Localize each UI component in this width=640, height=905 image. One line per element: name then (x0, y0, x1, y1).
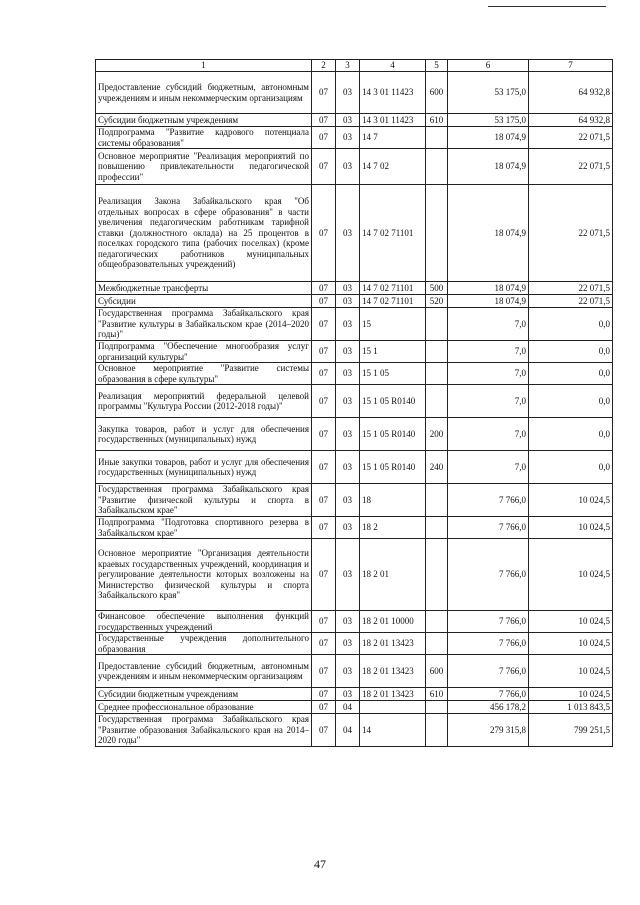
table-row (96, 295, 613, 308)
expense-type-cell (426, 127, 448, 149)
amount-year1-cell: 7,0 (448, 418, 529, 451)
target-article-cell: 14 7 02 (360, 149, 426, 185)
expense-type-cell: 520 (426, 295, 448, 308)
expense-type-cell: 240 (426, 451, 448, 484)
table-row (96, 539, 613, 611)
expense-type-cell (426, 517, 448, 539)
amount-year1-cell: 53 175,0 (448, 72, 529, 114)
row-name-cell: Государственная программа Забайкальского края "Развитие физической культуры и спорта в Забайкальском крае" (96, 484, 312, 517)
expense-type-cell: 600 (426, 72, 448, 114)
amount-year2-cell: 64 932,8 (529, 114, 613, 127)
row-name-cell: Иные закупки товаров, работ и услуг для обеспечения государственных (муниципальных) нужд (96, 451, 312, 484)
amount-year1-cell: 18 074,9 (448, 127, 529, 149)
amount-year1-cell: 53 175,0 (448, 114, 529, 127)
amount-year1-cell: 456 178,2 (448, 701, 529, 714)
table-row (96, 633, 613, 655)
target-article-cell: 14 3 01 11423 (360, 114, 426, 127)
budget-table-body (96, 60, 613, 747)
subsection-cell: 03 (336, 451, 360, 484)
expense-type-cell (426, 341, 448, 363)
target-article-cell: 18 2 01 (360, 539, 426, 611)
target-article-cell: 14 7 02 71101 (360, 295, 426, 308)
amount-year1-cell: 7 766,0 (448, 655, 529, 688)
amount-year2-cell: 10 024,5 (529, 539, 613, 611)
expense-type-cell (426, 385, 448, 418)
expense-type-cell: 500 (426, 282, 448, 295)
amount-year1-cell: 7 766,0 (448, 539, 529, 611)
header-cell: 1 (96, 60, 312, 72)
amount-year1-cell: 18 074,9 (448, 149, 529, 185)
table-row (96, 451, 613, 484)
row-name-cell: Среднее профессиональное образование (96, 701, 312, 714)
table-row (96, 149, 613, 185)
section-cell: 07 (312, 611, 336, 633)
section-cell: 07 (312, 114, 336, 127)
amount-year2-cell: 22 071,5 (529, 295, 613, 308)
expense-type-cell: 610 (426, 114, 448, 127)
subsection-cell: 04 (336, 714, 360, 747)
expense-type-cell (426, 363, 448, 385)
top-rule (488, 6, 606, 7)
table-row (96, 611, 613, 633)
amount-year2-cell: 22 071,5 (529, 282, 613, 295)
expense-type-cell (426, 611, 448, 633)
expense-type-cell (426, 308, 448, 341)
target-article-cell: 15 1 05 R0140 (360, 451, 426, 484)
subsection-cell: 03 (336, 611, 360, 633)
section-cell: 07 (312, 308, 336, 341)
amount-year2-cell: 1 013 843,5 (529, 701, 613, 714)
expense-type-cell (426, 633, 448, 655)
section-cell: 07 (312, 517, 336, 539)
amount-year1-cell: 7,0 (448, 308, 529, 341)
amount-year2-cell: 10 024,5 (529, 484, 613, 517)
subsection-cell: 03 (336, 185, 360, 282)
amount-year1-cell: 7 766,0 (448, 517, 529, 539)
row-name-cell: Реализация мероприятий федеральной целевой программы "Культура России (2012-2018 годы)" (96, 385, 312, 418)
target-article-cell: 18 2 (360, 517, 426, 539)
header-cell: 4 (360, 60, 426, 72)
subsection-cell: 03 (336, 149, 360, 185)
subsection-cell: 03 (336, 418, 360, 451)
row-name-cell: Субсидии (96, 295, 312, 308)
table-row (96, 714, 613, 747)
expense-type-cell (426, 185, 448, 282)
amount-year2-cell: 0,0 (529, 418, 613, 451)
section-cell: 07 (312, 72, 336, 114)
amount-year1-cell: 7 766,0 (448, 688, 529, 701)
section-cell: 07 (312, 655, 336, 688)
table-row (96, 655, 613, 688)
expense-type-cell: 600 (426, 655, 448, 688)
section-cell: 07 (312, 701, 336, 714)
table-row (96, 72, 613, 114)
amount-year1-cell: 7 766,0 (448, 484, 529, 517)
subsection-cell: 03 (336, 385, 360, 418)
table-row (96, 385, 613, 418)
row-name-cell: Государственная программа Забайкальского края "Развитие образования Забайкальского края на 2014–2020 годы" (96, 714, 312, 747)
amount-year2-cell: 22 071,5 (529, 127, 613, 149)
subsection-cell: 03 (336, 282, 360, 295)
table-row (96, 484, 613, 517)
section-cell: 07 (312, 484, 336, 517)
subsection-cell: 04 (336, 701, 360, 714)
table-row (96, 127, 613, 149)
subsection-cell: 03 (336, 308, 360, 341)
row-name-cell: Субсидии бюджетным учреждениям (96, 114, 312, 127)
row-name-cell: Государственная программа Забайкальского края "Развитие культуры в Забайкальском крае (2014–2020 годы)" (96, 308, 312, 341)
row-name-cell: Основное мероприятие "Развитие системы образования в сфере культуры" (96, 363, 312, 385)
target-article-cell: 18 2 01 13423 (360, 688, 426, 701)
target-article-cell: 14 7 02 71101 (360, 282, 426, 295)
amount-year2-cell: 10 024,5 (529, 633, 613, 655)
amount-year1-cell: 7,0 (448, 363, 529, 385)
amount-year2-cell: 10 024,5 (529, 611, 613, 633)
header-cell: 6 (448, 60, 529, 72)
budget-table (95, 59, 613, 747)
subsection-cell: 03 (336, 341, 360, 363)
amount-year2-cell: 10 024,5 (529, 517, 613, 539)
amount-year2-cell: 799 251,5 (529, 714, 613, 747)
section-cell: 07 (312, 418, 336, 451)
row-name-cell: Межбюджетные трансферты (96, 282, 312, 295)
amount-year1-cell: 279 315,8 (448, 714, 529, 747)
header-row (96, 60, 613, 72)
target-article-cell: 15 1 05 R0140 (360, 418, 426, 451)
row-name-cell: Подпрограмма "Подготовка спортивного резерва в Забайкальском крае" (96, 517, 312, 539)
amount-year1-cell: 7 766,0 (448, 633, 529, 655)
target-article-cell: 15 1 (360, 341, 426, 363)
target-article-cell (360, 701, 426, 714)
subsection-cell: 03 (336, 114, 360, 127)
subsection-cell: 03 (336, 295, 360, 308)
amount-year1-cell: 18 074,9 (448, 295, 529, 308)
amount-year2-cell: 0,0 (529, 308, 613, 341)
amount-year2-cell: 64 932,8 (529, 72, 613, 114)
amount-year2-cell: 10 024,5 (529, 655, 613, 688)
amount-year2-cell: 0,0 (529, 451, 613, 484)
amount-year2-cell: 0,0 (529, 363, 613, 385)
row-name-cell: Государственные учреждения дополнительного образования (96, 633, 312, 655)
section-cell: 07 (312, 714, 336, 747)
table-row (96, 701, 613, 714)
row-name-cell: Подпрограмма "Обеспечение многообразия услуг организаций культуры" (96, 341, 312, 363)
subsection-cell: 03 (336, 363, 360, 385)
row-name-cell: Предоставление субсидий бюджетным, автономным учреждениям и иным некоммерческим организациям (96, 72, 312, 114)
row-name-cell: Закупка товаров, работ и услуг для обеспечения государственных (муниципальных) нужд (96, 418, 312, 451)
table-row (96, 363, 613, 385)
amount-year2-cell: 0,0 (529, 385, 613, 418)
target-article-cell: 15 (360, 308, 426, 341)
target-article-cell: 18 2 01 13423 (360, 633, 426, 655)
subsection-cell: 03 (336, 127, 360, 149)
table-row (96, 341, 613, 363)
section-cell: 07 (312, 363, 336, 385)
section-cell: 07 (312, 149, 336, 185)
amount-year1-cell: 7,0 (448, 385, 529, 418)
table-row (96, 688, 613, 701)
expense-type-cell (426, 701, 448, 714)
amount-year2-cell: 22 071,5 (529, 185, 613, 282)
header-cell: 3 (336, 60, 360, 72)
expense-type-cell (426, 539, 448, 611)
row-name-cell: Основное мероприятие "Реализация мероприятий по повышению привлекательности педагогической профессии" (96, 149, 312, 185)
target-article-cell: 14 7 02 71101 (360, 185, 426, 282)
subsection-cell: 03 (336, 484, 360, 517)
row-name-cell: Субсидии бюджетным учреждениям (96, 688, 312, 701)
target-article-cell: 18 2 01 13423 (360, 655, 426, 688)
target-article-cell: 15 1 05 R0140 (360, 385, 426, 418)
amount-year2-cell: 10 024,5 (529, 688, 613, 701)
row-name-cell: Финансовое обеспечение выполнения функций государственных учреждений (96, 611, 312, 633)
target-article-cell: 14 (360, 714, 426, 747)
target-article-cell: 15 1 05 (360, 363, 426, 385)
target-article-cell: 18 (360, 484, 426, 517)
section-cell: 07 (312, 688, 336, 701)
subsection-cell: 03 (336, 655, 360, 688)
table-row (96, 185, 613, 282)
table-row (96, 418, 613, 451)
section-cell: 07 (312, 185, 336, 282)
subsection-cell: 03 (336, 517, 360, 539)
subsection-cell: 03 (336, 633, 360, 655)
subsection-cell: 03 (336, 539, 360, 611)
target-article-cell: 14 7 (360, 127, 426, 149)
expense-type-cell: 200 (426, 418, 448, 451)
section-cell: 07 (312, 341, 336, 363)
expense-type-cell: 610 (426, 688, 448, 701)
subsection-cell: 03 (336, 72, 360, 114)
page-number: 47 (314, 857, 326, 871)
section-cell: 07 (312, 451, 336, 484)
section-cell: 07 (312, 282, 336, 295)
header-cell: 2 (312, 60, 336, 72)
amount-year2-cell: 22 071,5 (529, 149, 613, 185)
target-article-cell: 18 2 01 10000 (360, 611, 426, 633)
expense-type-cell (426, 484, 448, 517)
section-cell: 07 (312, 539, 336, 611)
amount-year1-cell: 18 074,9 (448, 185, 529, 282)
section-cell: 07 (312, 295, 336, 308)
amount-year1-cell: 7 766,0 (448, 611, 529, 633)
expense-type-cell (426, 149, 448, 185)
section-cell: 07 (312, 127, 336, 149)
amount-year1-cell: 7,0 (448, 341, 529, 363)
header-cell: 5 (426, 60, 448, 72)
amount-year2-cell: 0,0 (529, 341, 613, 363)
table-row (96, 308, 613, 341)
table-row (96, 282, 613, 295)
row-name-cell: Основное мероприятие "Организация деятельности краевых государственных учреждений, координация и регулирование деятельности которых возложены на Министерство физической культуры и спорта Забайкальского края" (96, 539, 312, 611)
section-cell: 07 (312, 633, 336, 655)
section-cell: 07 (312, 385, 336, 418)
expense-type-cell (426, 714, 448, 747)
target-article-cell: 14 3 01 11423 (360, 72, 426, 114)
table-row (96, 114, 613, 127)
row-name-cell: Реализация Закона Забайкальского края "Об отдельных вопросах в сфере образования" в части увеличения педагогическим работникам тарифной ставки (должностного оклада) на 25 процентов в поселках городского типа (рабочих поселках) (кроме педагогических работников муниципальных общеобразовательных учреждений) (96, 185, 312, 282)
row-name-cell: Подпрограмма "Развитие кадрового потенциала системы образования" (96, 127, 312, 149)
row-name-cell: Предоставление субсидий бюджетным, автономным учреждениям и иным некоммерческим организациям (96, 655, 312, 688)
subsection-cell: 03 (336, 688, 360, 701)
header-cell: 7 (529, 60, 613, 72)
amount-year1-cell: 7,0 (448, 451, 529, 484)
table-row (96, 517, 613, 539)
amount-year1-cell: 18 074,9 (448, 282, 529, 295)
